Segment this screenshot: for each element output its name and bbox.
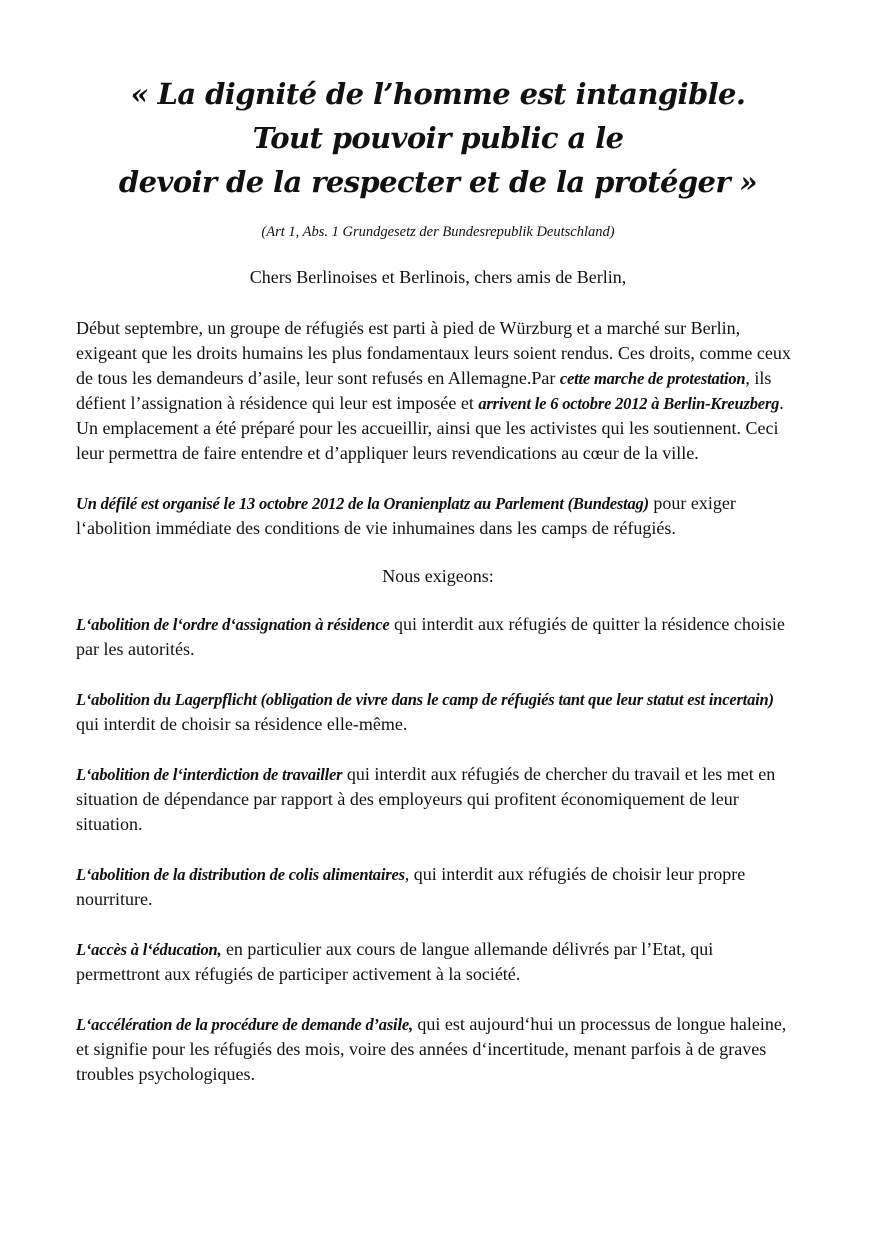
emphasis-protest-march: cette marche de protestation <box>559 369 746 388</box>
demand-title: L‘abolition du Lagerpflicht (obligation de vivre dans le camp de réfugiés tant que leur statut est incertain) <box>76 690 774 709</box>
demand-item: L‘abolition de la distribution de colis alimentaires, qui interdit aux réfugiés de choisir leur propre nourriture. <box>76 864 746 909</box>
demand-item: L‘abolition de l‘interdiction de travailler qui interdit aux réfugiés de chercher du travail et les met en situation de dépendance par rapport à des employeurs qui profitent économiquement de leur situation. <box>76 764 776 834</box>
demand-item: L‘accès à l‘éducation, en particulier aux cours de langue allemande délivrés par l’Etat, qui permettront aux réfugiés de participer activement à la société. <box>76 939 714 984</box>
title-line-3: devoir de la respecter et de la protéger » <box>118 165 758 199</box>
demand-title: L‘abolition de l‘ordre d‘assignation à résidence <box>76 615 390 634</box>
demand-item: L‘accélération de la procédure de demande d’asile, qui est aujourd‘hui un processus de longue haleine, et signifie pour les réfugiés des mois, voire des années d‘incertitude, menant parfois à de graves troubles psychologiques. <box>76 1014 787 1084</box>
demand-title: L‘accélération de la procédure de demande d’asile, <box>76 1015 413 1034</box>
emphasis-arrival-date: arrivent le 6 octobre 2012 à Berlin-Kreuzberg <box>478 394 780 413</box>
demand-item: L‘abolition de l‘ordre d‘assignation à résidence qui interdit aux réfugiés de quitter la résidence choisie par les autorités. <box>76 614 785 659</box>
emphasis-march-date: Un défilé est organisé le 13 octobre 2012 de la Oranienplatz au Parlement (Bundestag) <box>76 494 649 513</box>
demands-heading: Nous exigeons: <box>382 566 494 586</box>
page-title <box>76 72 800 204</box>
demand-title: L‘abolition de la distribution de colis alimentaires <box>76 865 405 884</box>
title-line-1: « La dignité de l’homme est intangible. <box>130 77 746 111</box>
demand-title: L‘accès à l‘éducation, <box>76 940 222 959</box>
demand-title: L‘abolition de l‘interdiction de travailler <box>76 765 343 784</box>
demand-item: L‘abolition du Lagerpflicht (obligation de vivre dans le camp de réfugiés tant que leur statut est incertain) qui interdit de choisir sa résidence elle-même. <box>76 690 774 734</box>
salutation: Chers Berlinoises et Berlinois, chers amis de Berlin, <box>249 267 627 287</box>
source-citation: (Art 1, Abs. 1 Grundgesetz der Bundesrepublik Deutschland) <box>261 224 615 240</box>
title-line-2: Tout pouvoir public a le <box>252 121 624 155</box>
march-paragraph: Un défilé est organisé le 13 octobre 2012 de la Oranienplatz au Parlement (Bundestag) pour exiger l‘abolition immédiate des conditions de vie inhumaines dans les camps de réfugiés. <box>76 493 736 538</box>
document-page <box>76 72 800 1087</box>
intro-paragraph: Début septembre, un groupe de réfugiés est parti à pied de Würzburg et a marché sur Berlin, exigeant que les droits humains les plus fondamentaux leurs soient rendus. Ces droits, comme ceux de tous les demandeurs d’asile, leur sont refusés en Allemagne.Par cette marche de protestation, ils défient l’assignation à résidence qui leur est imposée et arrivent le 6 octobre 2012 à Berlin-Kreuzberg. Un emplacement a été préparé pour les accueillir, ainsi que les activistes qui les soutiennent. Ceci leur permettra de faire entendre et d’appliquer leurs revendications au cœur de la ville. <box>76 318 791 463</box>
